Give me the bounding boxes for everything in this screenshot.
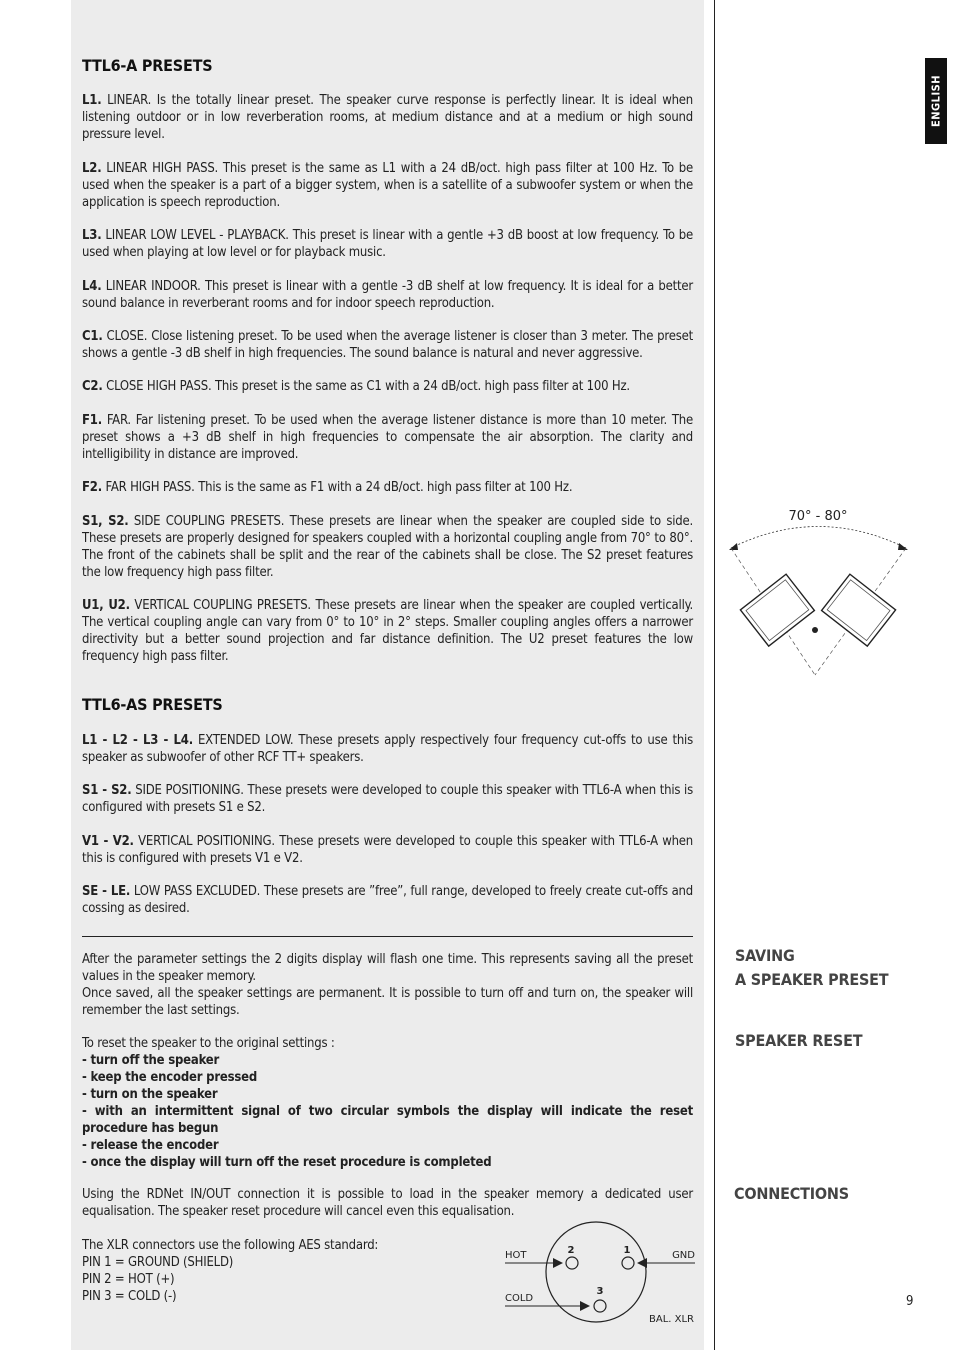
xlr-pin-3-number: 3 [596,1286,604,1297]
saving-text: After the parameter settings the 2 digits display will flash one time. This represents saving all the preset values in the speaker memory. Once saved, all the speaker settings are permanent. It is possible to turn off and turn on, the speaker will remember the last settings. [82,952,693,1018]
rdnet-note: Using the RDNet IN/OUT connection it is possible to load in the speaker memory a dedicated user equalisation. The speaker reset procedure will cancel even this equalisation. [82,1187,693,1219]
coupling-angle-diagram [718,500,918,685]
language-tab-label: ENGLISH [929,74,943,128]
saving-heading: SAVING A SPEAKER PRESET [735,946,889,989]
preset-as-se-le: SE - LE. LOW PASS EXCLUDED. These presets are ”free”, full range, developed to freely create cut-offs and cossing as desired. [82,884,693,916]
xlr-connector-diagram [500,1220,700,1330]
preset-as-v: V1 - V2. VERTICAL POSITIONING. These presets were developed to couple this speaker with TTL6-A when this is configured with presets V1 e V2. [82,834,694,866]
xlr-gnd-label: GND [672,1250,695,1261]
xlr-cold-label: COLD [505,1293,534,1304]
preset-as-l: L1 - L2 - L3 - L4. EXTENDED LOW. These presets apply respectively four frequency cut-offs to use this speaker as subwoofer of other RCF TT+ speakers. [82,733,693,765]
preset-u1-u2: U1, U2. VERTICAL COUPLING PRESETS. These presets are linear when the speaker are coupled vertically. The vertical coupling angle can vary from 0° to 10° in 2° steps. Smaller coupling angles offers a narrower directivity but a better sound projection and far distance definition. The U2 preset features the low frequency high pass filter. [82,598,694,664]
right-speaker-cabinet [822,574,896,646]
xlr-pin-1-number: 1 [623,1245,631,1256]
language-tab [925,58,947,144]
xlr-pin-3 [594,1300,606,1312]
ttl6a-heading: TTL6-A PRESETS [82,56,213,75]
reset-step: - turn off the speaker [82,1053,220,1068]
preset-c1: C1. CLOSE. Close listening preset. To be used when the average listener is closer than 3 meter. The preset shows a gentle -3 dB shelf in high frequencies. The sound balance is natural and never aggressive. [82,329,694,361]
xlr-pin-1 [622,1257,634,1269]
xlr-pin-2 [566,1257,578,1269]
reset-step: - once the display will turn off the reset procedure is completed [82,1155,492,1170]
ttl6as-heading: TTL6-AS PRESETS [82,695,223,714]
xlr-hot-label: HOT [505,1250,527,1261]
section-rule [82,936,693,937]
preset-as-s: S1 - S2. SIDE POSITIONING. These presets were developed to couple this speaker with TTL6-A when this is configured with presets S1 e S2. [82,783,693,815]
reset-heading: SPEAKER RESET [735,1031,863,1050]
reset-step: - with an intermittent signal of two circular symbols the display will indicate the reset procedure has begun [82,1104,693,1136]
reset-step: - release the encoder [82,1138,219,1153]
coupling-angle-label: 70° - 80° [788,509,848,524]
page-number: 9 [906,1294,914,1309]
xlr-pin-2-number: 2 [567,1245,575,1256]
reset-step: - turn on the speaker [82,1087,218,1102]
reset-text: To reset the speaker to the original settings : - turn off the speaker - keep the encoder pressed - turn on the speaker - with an intermittent signal of two circular symbols the display will indicate the reset procedure has begun - release the encoder - once the display will turn off the reset procedure is completed [82,1036,693,1170]
preset-l4: L4. LINEAR INDOOR. This preset is linear with a gentle -3 dB shelf at low frequency. It is ideal for a better sound balance in reverberant rooms and for indoor speech reproduction. [82,279,693,311]
column-divider [714,0,715,1350]
reset-step: - keep the encoder pressed [82,1070,258,1085]
preset-f2: F2. FAR HIGH PASS. This is the same as F1 with a 24 dB/oct. high pass filter at 100 Hz. [82,480,573,495]
xlr-standard-text: The XLR connectors use the following AES standard: PIN 1 = GROUND (SHIELD) PIN 2 = HOT (+) PIN 3 = COLD (-) [82,1238,379,1304]
preset-l1: L1. LINEAR. Is the totally linear preset. The speaker curve response is perfectly linear. It is ideal when listening outdoor or in low reverberation rooms, at medium distance and at a medium or high sound pressure level. [82,93,693,142]
preset-f1: F1. FAR. Far listening preset. To be used when the average listener distance is more than 10 meter. The preset shows a +3 dB shelf in high frequencies to compensate the air absorption. The clarity and intelligibility in distance are improved. [82,413,693,462]
preset-l3: L3. LINEAR LOW LEVEL - PLAYBACK. This preset is linear with a gentle +3 dB boost at low frequency. To be used when playing at low level or for playback music. [82,228,694,260]
connections-heading: CONNECTIONS [734,1184,849,1203]
left-speaker-cabinet [740,574,814,646]
preset-l2: L2. LINEAR HIGH PASS. This preset is the same as L1 with a 24 dB/oct. high pass filter at 100 Hz. To be used when the speaker is a part of a bigger system, when is a satellite of a subwoofer system or when the application is speech reproduction. [82,161,694,210]
xlr-caption: BAL. XLR [649,1314,694,1325]
preset-s1-s2: S1, S2. SIDE COUPLING PRESETS. These presets are linear when the speaker are coupled side to side. These presets are properly designed for speakers coupled with a horizontal coupling angle from 70° to 80°. The front of the cabinets shall be split and the rear of the cabinets shall be close. The S2 preset features the low frequency high pass filter. [82,514,693,580]
preset-c2: C2. CLOSE HIGH PASS. This preset is the same as C1 with a 24 dB/oct. high pass filter at 100 Hz. [82,379,630,394]
